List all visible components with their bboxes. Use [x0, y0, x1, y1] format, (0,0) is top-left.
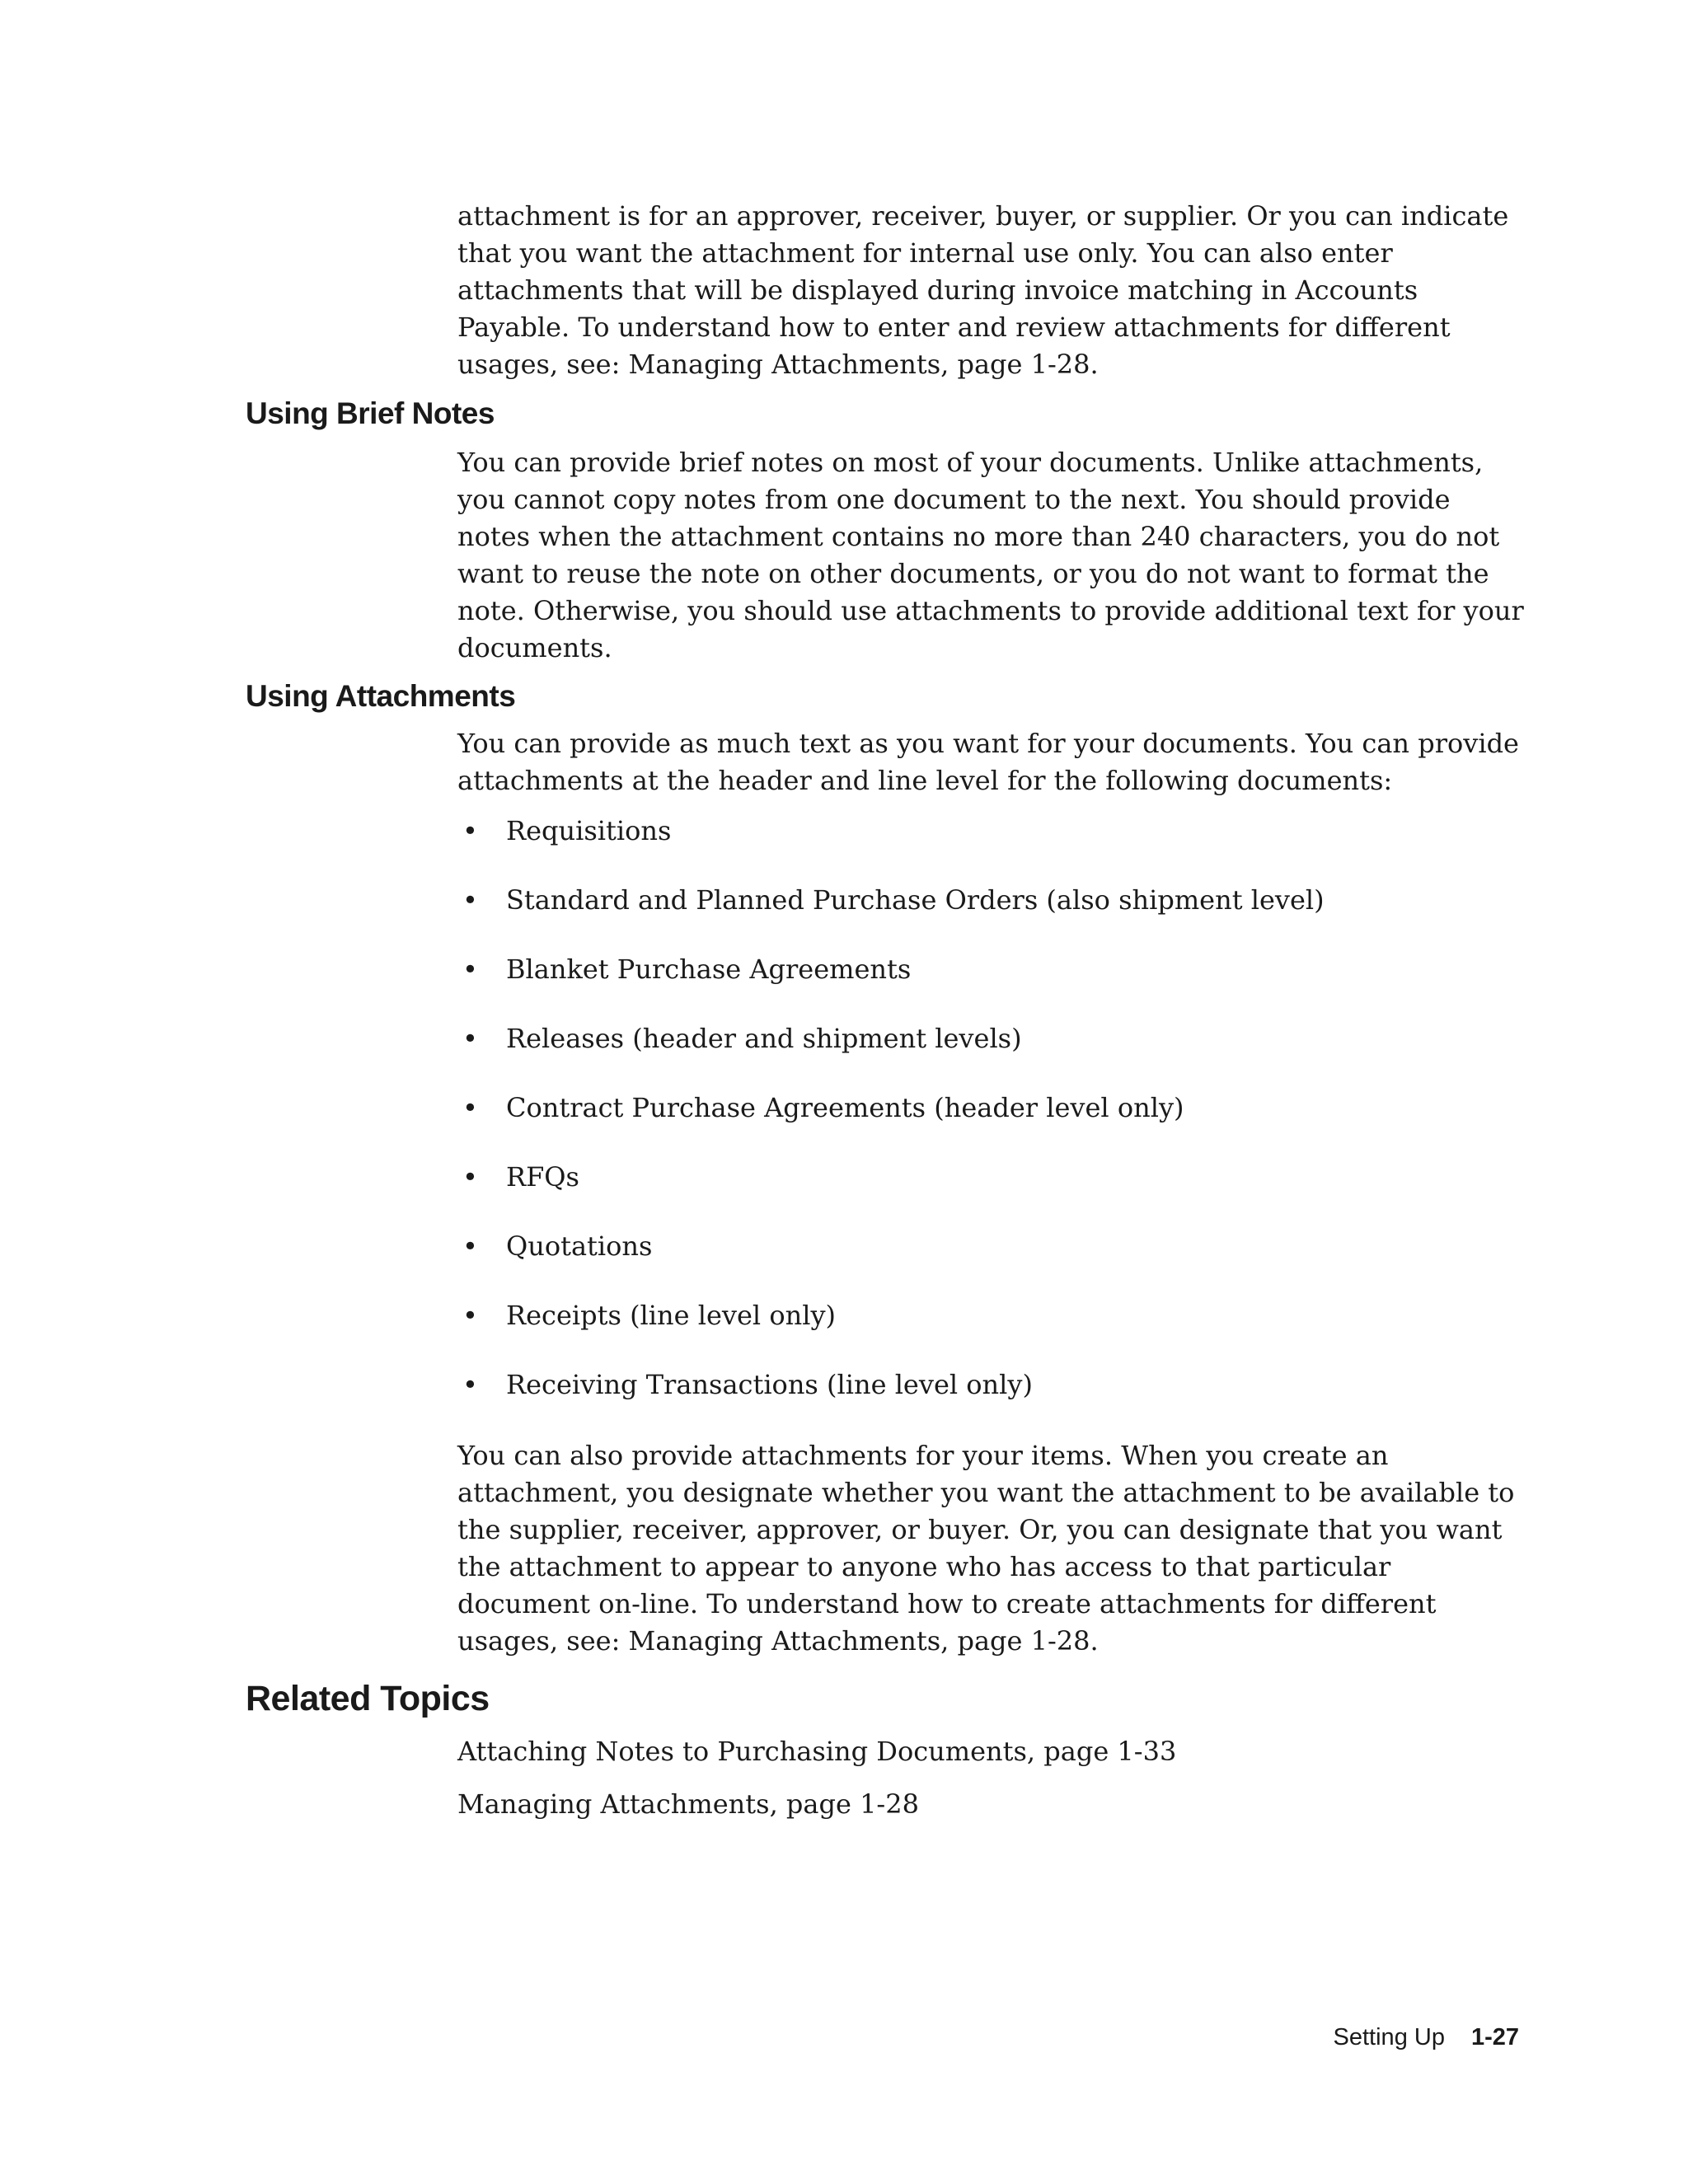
- bullet-icon: •: [462, 1161, 478, 1193]
- list-item-text: Contract Purchase Agreements (header level only): [506, 1092, 1184, 1123]
- list-item-text: Standard and Planned Purchase Orders (also shipment level): [506, 884, 1325, 916]
- related-topic-link[interactable]: Managing Attachments, page 1-28: [457, 1788, 919, 1820]
- list-item-text: RFQs: [506, 1161, 579, 1193]
- list-item-text: Quotations: [506, 1230, 653, 1262]
- list-item-text: Requisitions: [506, 815, 672, 846]
- list-item-text: Releases (header and shipment levels): [506, 1023, 1022, 1054]
- bullet-icon: •: [462, 954, 478, 985]
- list-item-text: Receiving Transactions (line level only): [506, 1369, 1033, 1400]
- section-heading-brief-notes: Using Brief Notes: [246, 396, 495, 430]
- bullet-icon: •: [462, 1230, 478, 1262]
- list-item-text: Receipts (line level only): [506, 1300, 836, 1331]
- bullet-icon: •: [462, 1300, 478, 1331]
- related-topic-link[interactable]: Attaching Notes to Purchasing Documents, page 1-33: [457, 1736, 1177, 1767]
- brief-notes-paragraph: You can provide brief notes on most of your documents. Unlike attachments, you cannot copy notes from one document to the next. You should provide notes when the attachment contains no more than 240 characters, you do not want to reuse the note on other documents, or you do not want to format the note. Otherwise, you should use attachments to provide additional text for your documents.: [457, 447, 1524, 663]
- attachments-intro-paragraph: You can provide as much text as you want for your documents. You can provide attachments at the header and line level for the following documents:: [457, 728, 1519, 796]
- intro-paragraph: attachment is for an approver, receiver, buyer, or supplier. Or you can indicate that you want the attachment for internal use only. You can also enter attachments that will be displayed during invoice matching in Accounts Payable. To understand how to enter and review attachments for different usages, see: Managing Attachments, page 1-28.: [457, 200, 1509, 380]
- attachments-closing-paragraph: You can also provide attachments for your items. When you create an attachment, you designate whether you want the attachment to be available to the supplier, receiver, approver, or buyer. Or, you can designate that you want the attachment to appear to anyone who has access to that particular document on-line. To understand how to create attachments for different usages, see: Managing Attachments, page 1-28.: [457, 1440, 1515, 1657]
- bullet-icon: •: [462, 815, 478, 846]
- page-number: 1-27: [1470, 2024, 1519, 2050]
- bullet-icon: •: [462, 884, 478, 916]
- footer-section-title: Setting Up: [1333, 2024, 1445, 2050]
- list-item-text: Blanket Purchase Agreements: [506, 954, 912, 985]
- section-heading-attachments: Using Attachments: [246, 679, 516, 713]
- bullet-icon: •: [462, 1092, 478, 1123]
- section-heading-related-topics: Related Topics: [246, 1679, 490, 1718]
- bullet-icon: •: [462, 1369, 478, 1400]
- page-footer: [1334, 2024, 1519, 2051]
- bullet-icon: •: [462, 1023, 478, 1054]
